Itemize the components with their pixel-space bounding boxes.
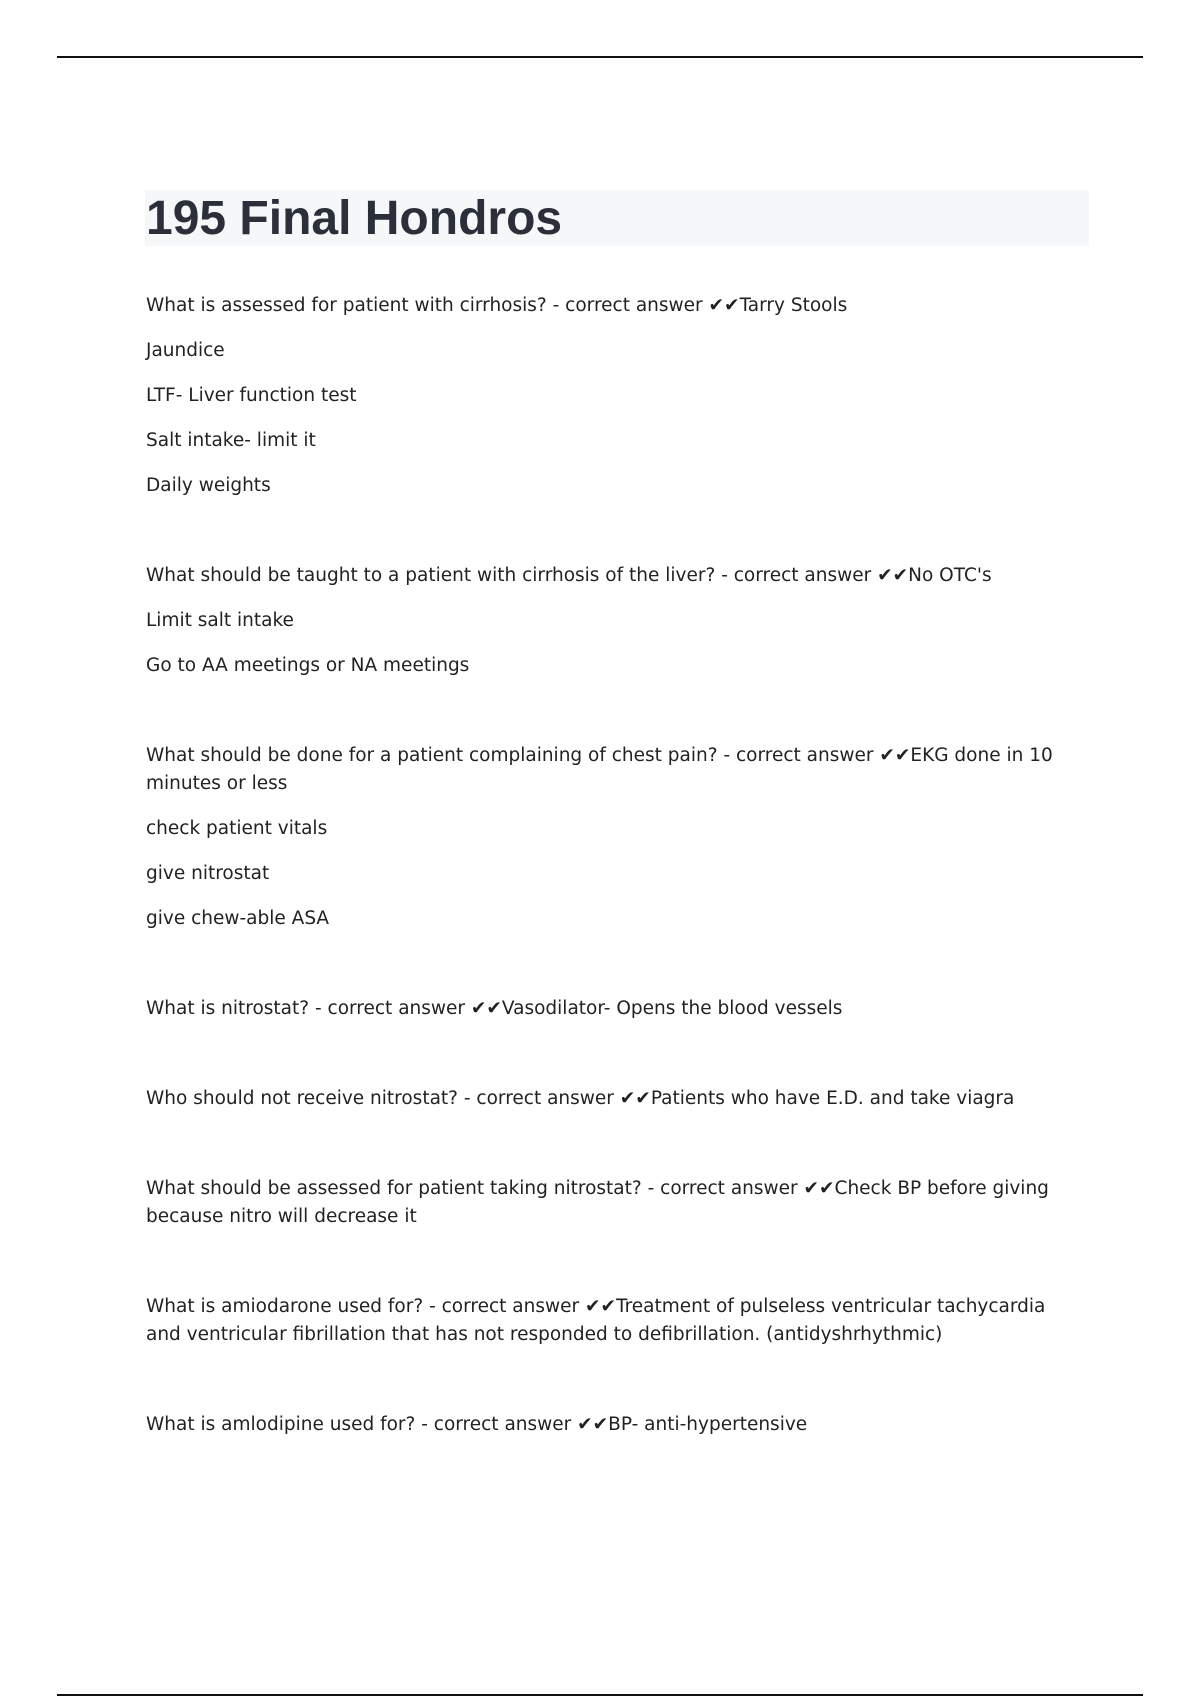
check-icon: ✔✔ (577, 1414, 609, 1435)
qa-line (146, 292, 1076, 320)
answer-separator: - correct answer (415, 1414, 578, 1435)
document-title: 195 Final Hondros (146, 192, 563, 245)
check-icon: ✔✔ (470, 998, 502, 1019)
qa-item-3 (146, 742, 1076, 933)
answer-detail: LTF- Liver function test (146, 385, 357, 406)
answer-separator: - correct answer (715, 565, 878, 586)
answer-separator: - correct answer (717, 745, 880, 766)
question-text: What is amlodipine used for? (146, 1414, 416, 1435)
question-text: What should be done for a patient complaining of chest pain? (146, 745, 718, 766)
page-top-rule (57, 56, 1143, 58)
question-text: What should be assessed for patient taking nitrostat? (146, 1178, 642, 1199)
answer-detail: Salt intake- limit it (146, 430, 316, 451)
answer-text: Treatment of pulseless ventricular tachycardia and ventricular fibrillation that has not responded to defibrillation. (antidyshrhythmic) (146, 1296, 1046, 1345)
qa-item-7 (146, 1293, 1076, 1349)
qa-line (146, 1085, 1076, 1113)
answer-text: No OTC's (908, 565, 992, 586)
qa-item-8 (146, 1411, 1076, 1439)
qa-item-6 (146, 1175, 1076, 1231)
document-body (146, 292, 1076, 1501)
answer-text: Vasodilator- Opens the blood vessels (501, 998, 843, 1019)
answer-detail: Limit salt intake (146, 610, 294, 631)
answer-separator: - correct answer (423, 1296, 585, 1317)
qa-line (146, 562, 1076, 590)
check-icon: ✔✔ (877, 565, 909, 586)
answer-detail: Go to AA meetings or NA meetings (146, 655, 470, 676)
answer-separator: - correct answer (546, 295, 709, 316)
qa-item-5 (146, 1085, 1076, 1113)
answer-separator: - correct answer (641, 1178, 804, 1199)
qa-line (146, 742, 1076, 798)
answer-text: Patients who have E.D. and take viagra (650, 1088, 1015, 1109)
answer-text: BP- anti-hypertensive (608, 1414, 808, 1435)
question-text: What should be taught to a patient with cirrhosis of the liver? (146, 565, 716, 586)
check-icon: ✔✔ (879, 745, 911, 766)
qa-item-1 (146, 292, 1076, 500)
qa-line (146, 1411, 1076, 1439)
qa-item-2 (146, 562, 1076, 680)
qa-line (146, 1175, 1076, 1231)
answer-text: Tarry Stools (739, 295, 848, 316)
answer-text: EKG done in 10 minutes or less (146, 745, 1053, 794)
answer-detail: Daily weights (146, 475, 271, 496)
answer-separator: - correct answer (458, 1088, 620, 1109)
answer-detail: Jaundice (146, 340, 225, 361)
page-bottom-rule (57, 1694, 1143, 1696)
answer-detail: give chew-able ASA (146, 908, 330, 929)
question-text: What is amiodarone used for? (146, 1296, 424, 1317)
qa-item-4 (146, 995, 1076, 1023)
qa-line (146, 1293, 1076, 1349)
question-text: What is assessed for patient with cirrhosis? (146, 295, 547, 316)
answer-text: Check BP before giving because nitro will decrease it (146, 1178, 1049, 1227)
answer-separator: - correct answer (309, 998, 471, 1019)
check-icon: ✔✔ (584, 1296, 616, 1317)
check-icon: ✔✔ (619, 1088, 651, 1109)
question-text: What is nitrostat? (146, 998, 310, 1019)
check-icon: ✔✔ (803, 1178, 835, 1199)
answer-detail: give nitrostat (146, 863, 270, 884)
check-icon: ✔✔ (708, 295, 740, 316)
qa-line (146, 995, 1076, 1023)
question-text: Who should not receive nitrostat? (146, 1088, 458, 1109)
answer-detail: check patient vitals (146, 818, 328, 839)
